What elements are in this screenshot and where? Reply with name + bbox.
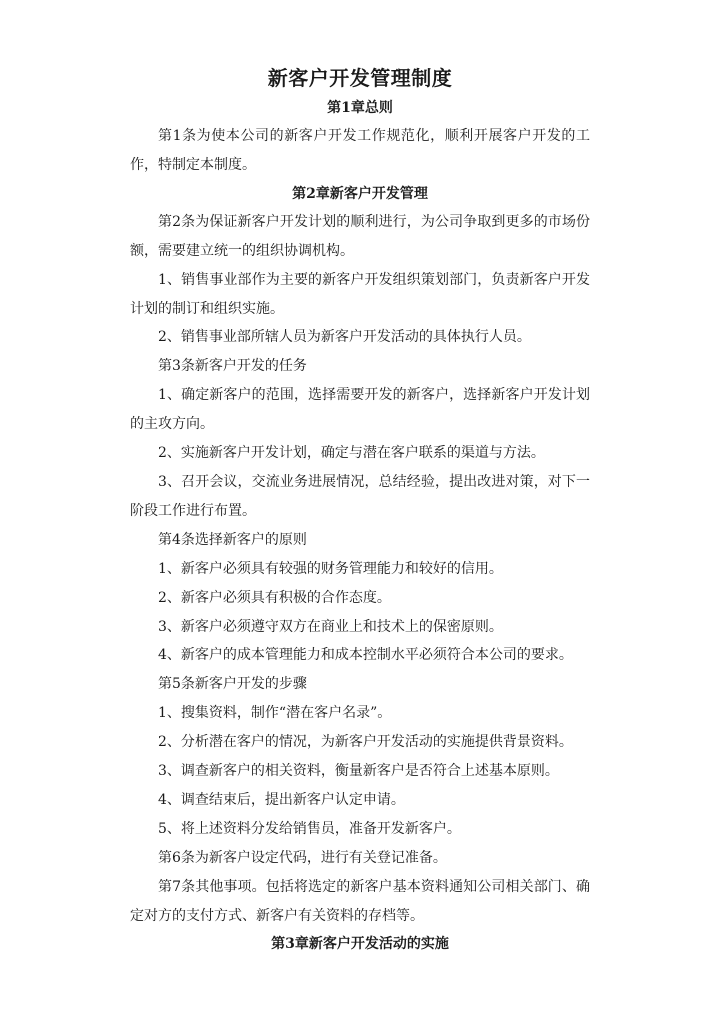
paragraph: 4、新客户的成本管理能力和成本控制水平必须符合本公司的要求。 (158, 647, 573, 664)
chapter-heading: 第1章总则 (327, 100, 393, 116)
paragraph: 1、搜集资料，制作“潜在客户名录”。 (158, 705, 392, 722)
document-sections (130, 94, 590, 958)
paragraph: 第7条其他事项。包括将选定的新客户基本资料通知公司相关部门、确定对方的支付方式、新客户有关资料的存档等。 (130, 878, 590, 924)
document-body (130, 62, 590, 958)
paragraph: 3、新客户必须遵守双方在商业上和技术上的保密原则。 (158, 618, 503, 635)
paragraph: 5、将上述资料分发给销售员，准备开发新客户。 (158, 820, 461, 837)
paragraph: 第6条为新客户设定代码，进行有关登记准备。 (158, 849, 447, 866)
paragraph: 2、新客户必须具有积极的合作态度。 (158, 589, 391, 606)
paragraph: 1、新客户必须具有较强的财务管理能力和较好的信用。 (158, 560, 503, 577)
paragraph: 1、销售事业部作为主要的新客户开发组织策划部门，负责新客户开发计划的制订和组织实施。 (130, 271, 590, 317)
chapter-heading: 第3章新客户开发活动的实施 (271, 936, 449, 953)
paragraph: 第1条为使本公司的新客户开发工作规范化，顺利开展客户开发的工作，特制定本制度。 (130, 128, 590, 173)
paragraph: 1、确定新客户的范围，选择需要开发的新客户，选择新客户开发计划的主攻方向。 (130, 387, 590, 433)
paragraph: 4、调查结束后，提出新客户认定申请。 (158, 791, 405, 808)
paragraph: 3、召开会议，交流业务进展情况，总结经验，提出改进对策，对下一阶段工作进行布置。 (130, 473, 590, 519)
paragraph: 第4条选择新客户的原则 (158, 531, 307, 548)
paragraph: 3、调查新客户的相关资料，衡量新客户是否符合上述基本原则。 (158, 763, 559, 780)
chapter-heading: 第2章新客户开发管理 (292, 185, 428, 202)
paragraph: 第5条新客户开发的步骤 (158, 676, 307, 693)
paragraph: 2、分析潜在客户的情况，为新客户开发活动的实施提供背景资料。 (158, 734, 573, 751)
paragraph: 第2条为保证新客户开发计划的顺利进行，为公司争取到更多的市场份额，需要建立统一的组织协调机构。 (130, 213, 590, 259)
document-title: 新客户开发管理制度 (267, 66, 453, 90)
paragraph: 2、销售事业部所辖人员为新客户开发活动的具体执行人员。 (158, 329, 531, 346)
paragraph: 第3条新客户开发的任务 (158, 358, 307, 375)
paragraph: 2、实施新客户开发计划，确定与潜在客户联系的渠道与方法。 (158, 445, 545, 462)
